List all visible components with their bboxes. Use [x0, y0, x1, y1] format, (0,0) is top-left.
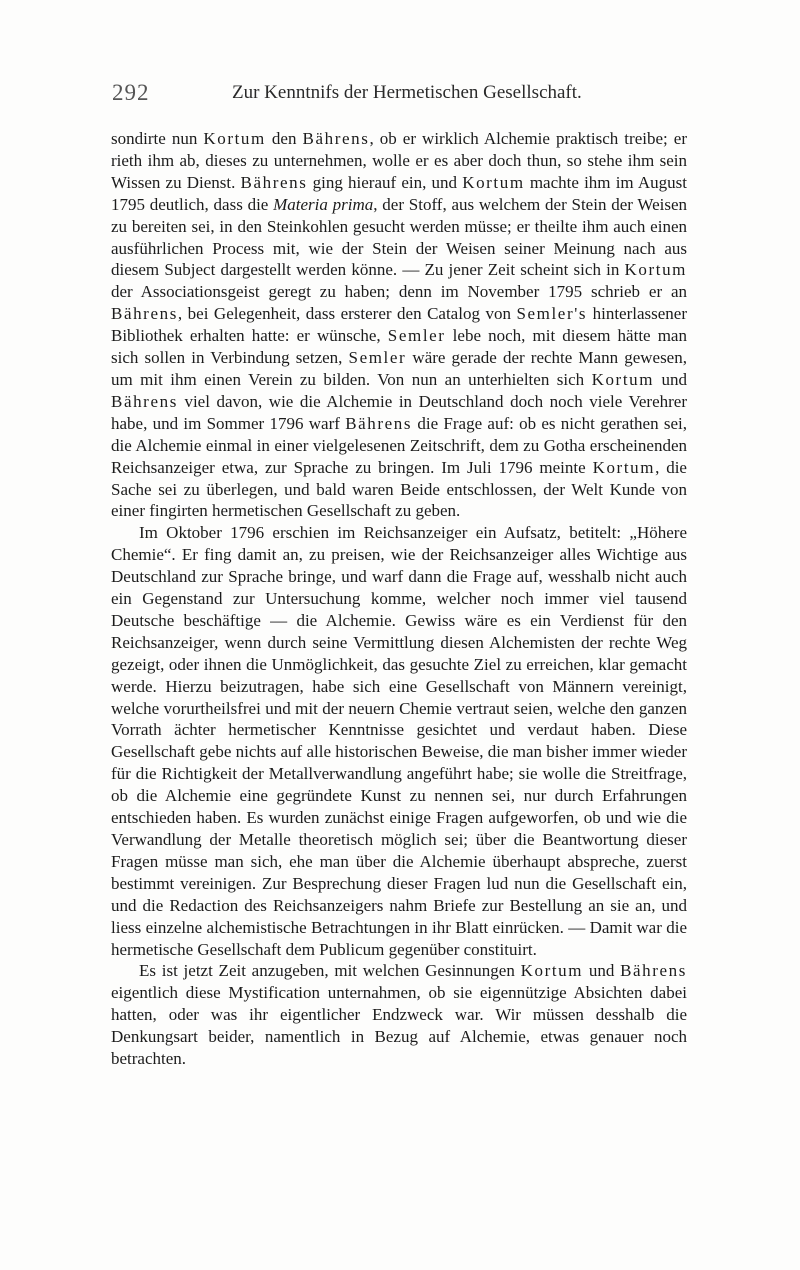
running-title: Zur Kenntnifs der Hermetischen Gesellschaft.	[232, 82, 582, 103]
text-run: und	[654, 369, 687, 389]
running-head	[112, 80, 692, 108]
spaced-name: Bährens	[302, 129, 370, 148]
body-text	[111, 128, 687, 1070]
text-run: die Frage auf: ob es nicht gerathen sei, die Alchemie einmal in einer vielgelesenen Zeitschrift, dem zu Gotha erscheinenden Reichsanzeiger etwa, zur Sprache zu bringen. Im Juli 1796 meinte	[111, 413, 688, 477]
spaced-name: Bährens	[240, 172, 308, 192]
paragraph	[111, 960, 687, 1070]
text-run: den	[265, 129, 303, 148]
spaced-name: Kortum	[462, 172, 525, 192]
paragraph	[111, 522, 687, 960]
text-run: , die Sache sei zu überlegen, und bald waren Beide entschlossen, der Welt Kunde von einer fingirten hermetischen Gesellschaft zu geben.	[111, 457, 687, 521]
text-run: wäre gerade der rechte Mann gewesen, um mit ihm einen Verein zu bilden. Von nun an unterhielten sich	[111, 348, 687, 389]
spaced-name: Bährens	[620, 961, 687, 981]
text-run: der Associationsgeist geregt zu haben; denn im November 1795 schrieb er an	[111, 282, 687, 302]
text-run: hinterlassener Bibliothek erhalten hatte: er wünsche,	[111, 304, 687, 346]
spaced-name: Bährens	[345, 413, 413, 433]
page-number: 292	[112, 80, 150, 105]
text-run: , bei Gelegenheit, dass ersterer den Catalog von	[177, 304, 517, 324]
spaced-name: Kortum	[203, 129, 266, 148]
spaced-name: Semler	[348, 348, 407, 368]
text-run: eigentlich diese Mystification unternahmen, ob sie eigennützige Absichten dabei hatten, oder was ihr eigentlicher Endzweck war. Wir müssen desshalb die Denkungsart beider, namentlich in Bezug auf Alchemie, etwas genauer noch betrachten.	[111, 983, 687, 1069]
spaced-name: Kortum	[624, 260, 687, 280]
text-run: Im Oktober 1796 erschien im Reichsanzeiger ein Aufsatz, betitelt: „Höhere Chemie“. Er fing damit an, zu preisen, wie der Reichsanzeiger alles Wichtige aus Deutschland zur Sprache bringe, und warf dann die Frage auf, wesshalb nicht auch ein Gegenstand zur Untersuchung komme, welcher noch immer viel tausend Deutsche beschäftige — die Alchemie. Gewiss wäre es ein Verdienst für den Reichsanzeiger, wenn durch seine Vermittlung diesen Alchemisten der rechte Weg gezeigt, oder ihnen die Unmöglichkeit, das gesuchte Ziel zu erreichen, klar gemacht werde. Hierzu beizutragen, habe sich eine Gesellschaft von Männern vereinigt, welche vorurtheilsfrei und mit der neuern Chemie vertraut seien, welche den ganzen Vorrath ächter hermetischer Kenntnisse gesichtet und verdaut haben. Diese Gesellschaft gebe nichts auf alle historischen Beweise, die man bisher immer wieder für die Richtigkeit der Metallverwandlung angeführt habe; sie wolle die Streitfrage, ob die Alchemie eine gegründete Kunst zu nennen sei, nur durch Erfahrungen entschieden haben. Es wurden zunächst einige Fragen aufgeworfen, ob und wie die Verwandlung der Metalle theoretisch möglich sei; über die Beantwortung dieser Fragen müsse man sich, ehe man über die Alchemie überhaupt abspreche, zuerst bestimmt vereinigen. Zur Besprechung dieser Fragen lud nun die Gesellschaft ein, und die Redaction des Reichsanzeigers nahm Briefe zur Bestellung an sie an, und liess einzelne alchemistische Betrachtungen in ihr Blatt einrücken. — Damit war die hermetische Gesellschaft dem Publicum gegenüber constituirt.	[111, 523, 687, 959]
spaced-name: Semler	[387, 326, 446, 346]
text-run: , ob er wirklich Alchemie praktisch treibe; er rieth ihm ab, dieses zu unternehmen, wolle er es aber doch thun, so stehe ihm sein Wissen zu Dienst.	[111, 129, 687, 192]
text-run: Es ist jetzt Zeit anzugeben, mit welchen Gesinnungen	[139, 961, 521, 981]
spaced-name: Kortum	[591, 369, 655, 389]
paragraph	[111, 128, 687, 522]
spaced-name: Kortum	[592, 457, 656, 477]
spaced-name: Kortum	[520, 961, 584, 981]
text-run: viel davon, wie die Alchemie in Deutschland doch noch viele Verehrer habe, und im Sommer 1796 warf	[111, 391, 687, 433]
text-run: ging hierauf ein, und	[307, 172, 463, 192]
italic-term: Materia prima	[273, 194, 374, 214]
spaced-name: Semler's	[516, 304, 588, 324]
text-run: lebe noch, mit diesem hätte man sich sollen in Verbindung setzen,	[111, 326, 687, 368]
text-run: sondirte nun	[111, 129, 204, 148]
text-run: , der Stoff, aus welchem der Stein der Weisen zu bereiten sei, in den Steinkohlen gesucht werden müsse; er theilte ihm auch einen ausführlichen Process mit, wie der Stein der Weisen seiner Meinung nach aus diesem Subject dargestellt werden könne. — Zu jener Zeit scheint sich in	[111, 194, 687, 280]
spaced-name: Bährens	[111, 304, 178, 324]
text-run: machte ihm im August 1795 deutlich, dass die	[111, 172, 687, 214]
spaced-name: Bährens	[111, 391, 178, 411]
text-run: und	[583, 961, 621, 981]
